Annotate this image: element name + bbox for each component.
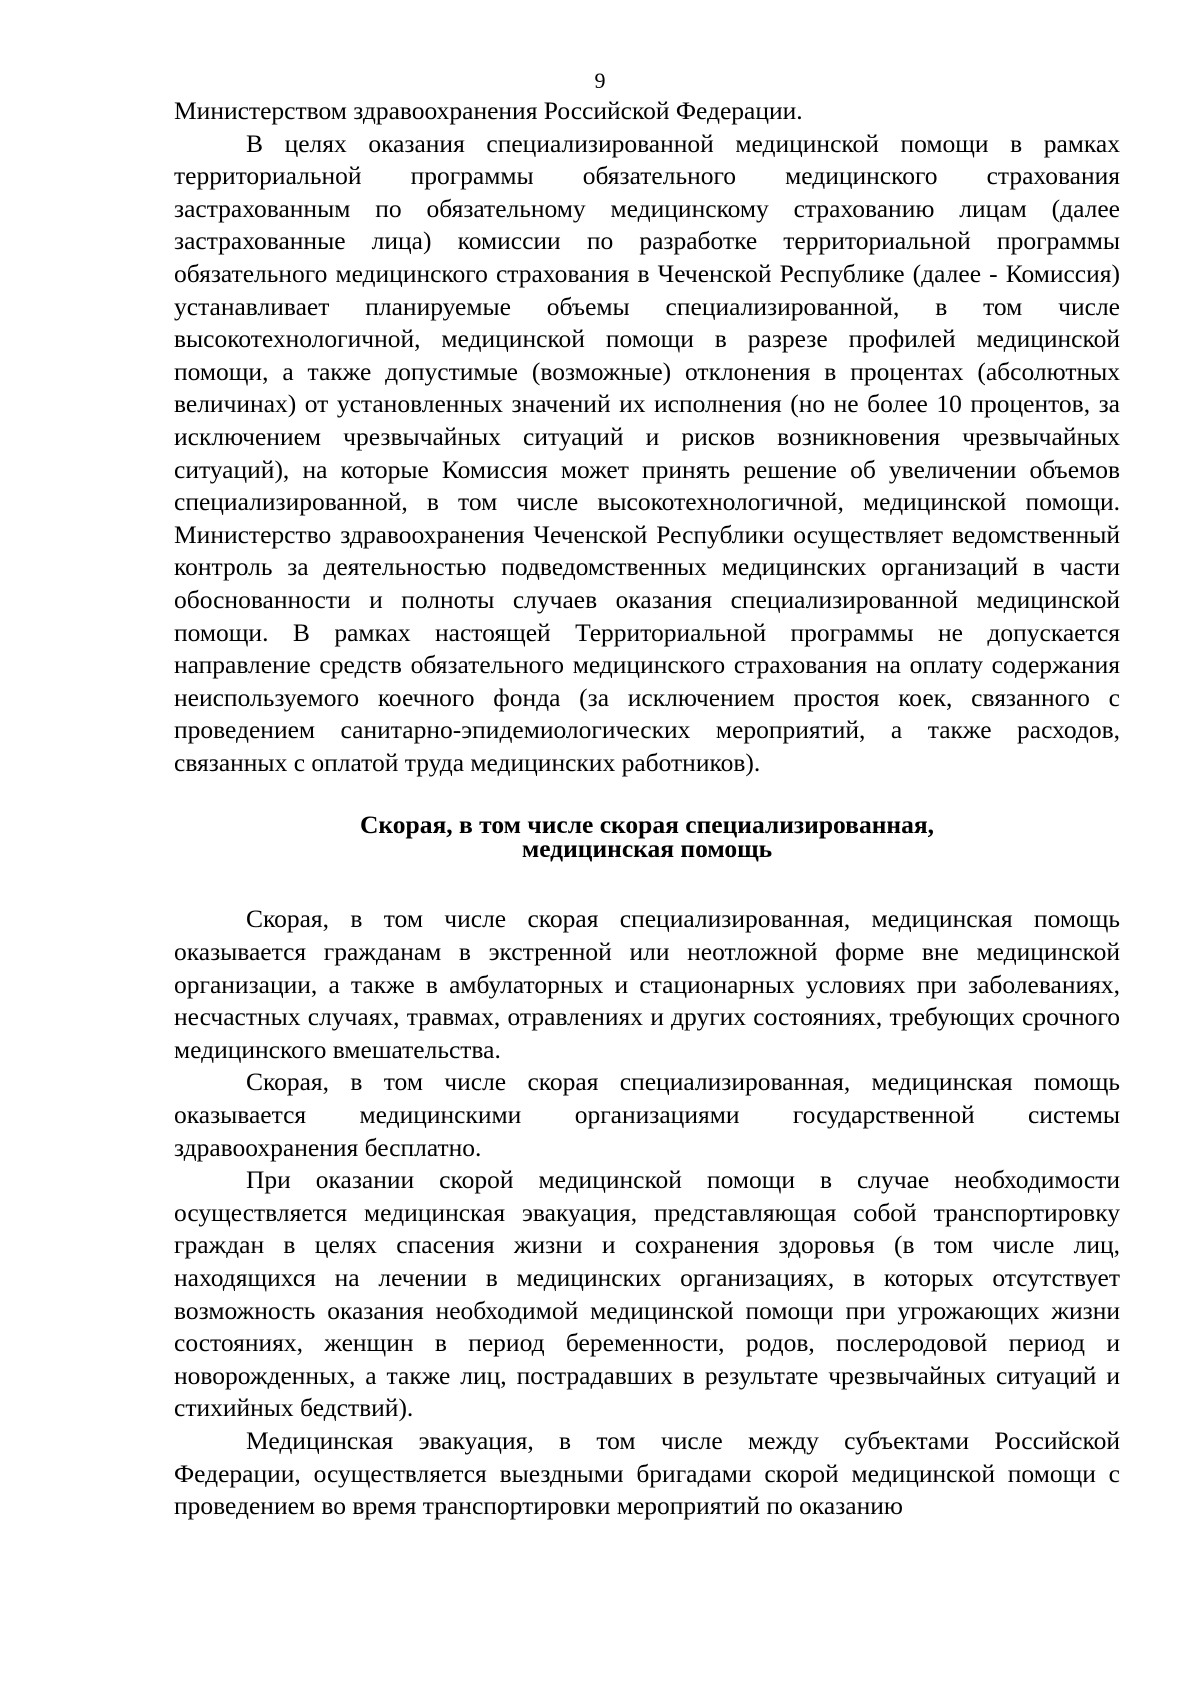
paragraph-medical-evacuation: При оказании скорой медицинской помощи в случае необходимости осуществляется медицинская эвакуация, представляющая собой транспортировку граждан в целях спасения жизни и сохранения здоровья (в том числе лиц, находящихся на лечении в медицинских организациях, в которых отсутствует возможность оказания необходимой медицинской помощи при угрожающих жизни состояниях, женщин в период беременности, родов, послеродовой период и новорожденных, а также лиц, пострадавших в результате чрезвычайных ситуаций и стихийных бедствий). — [174, 1165, 1120, 1423]
paragraph-emergency-care-definition: Скорая, в том числе скорая специализированная, медицинская помощь оказывается гражданам в экстренной или неотложной форме вне медицинской организации, а также в амбулаторных и стационарных условиях при заболеваниях, несчастных случаях, травмах, отравлениях и других состояниях, требующих срочного медицинского вмешательства. — [174, 904, 1120, 1064]
paragraph-continuation: Министерством здравоохранения Российской Федерации. — [174, 96, 803, 125]
paragraph-evacuation-between-regions: Медицинская эвакуация, в том числе между субъектами Российской Федерации, осуществляется выездными бригадами скорой медицинской помощи с проведением во время транспортировки мероприятий по оказанию — [174, 1425, 1120, 1521]
paragraph-specialized-care: В целях оказания специализированной медицинской помощи в рамках территориальной программы обязательного медицинского страхования застрахованным по обязательному медицинскому страхованию лицам (далее застрахованные лица) комиссии по разработке территориальной программы обязательного медицинского страхования в Чеченской Республике (далее - Комиссия) устанавливает планируемые объемы специализированной, в том числе высокотехнологичной, медицинской помощи в разрезе профилей медицинской помощи, а также допустимые (возможные) отклонения в процентах (абсолютных величинах) от установленных значений их исполнения (но не более 10 процентов, за исключением чрезвычайных ситуаций и рисков возникновения чрезвычайных ситуаций), на которые Комиссия может принять решение об увеличении объемов специализированной, в том числе высокотехнологичной, медицинской помощи. Министерство здравоохранения Чеченской Республики осуществляет ведомственный контроль за деятельностью подведомственных медицинских организаций в части обоснованности и полноты случаев оказания специализированной медицинской помощи. В рамках настоящей Территориальной программы не допускается направление средств обязательного медицинского страхования на оплату содержания неиспользуемого коечного фонда (за исключением простоя коек, связанного с проведением санитарно-эпидемиологических мероприятий, а также расходов, связанных с оплатой труда медицинских работников). — [174, 128, 1120, 777]
section-heading-line-1: Скорая, в том числе скорая специализированная, — [359, 810, 934, 840]
page-number: 9 — [594, 68, 606, 93]
document-body — [174, 95, 1120, 1523]
section-heading-line-2: медицинская помощь — [521, 834, 773, 864]
section-heading — [174, 810, 1120, 864]
paragraph-emergency-care-free: Скорая, в том числе скорая специализированная, медицинская помощь оказывается медицинскими организациями государственной системы здравоохранения бесплатно. — [174, 1067, 1120, 1162]
